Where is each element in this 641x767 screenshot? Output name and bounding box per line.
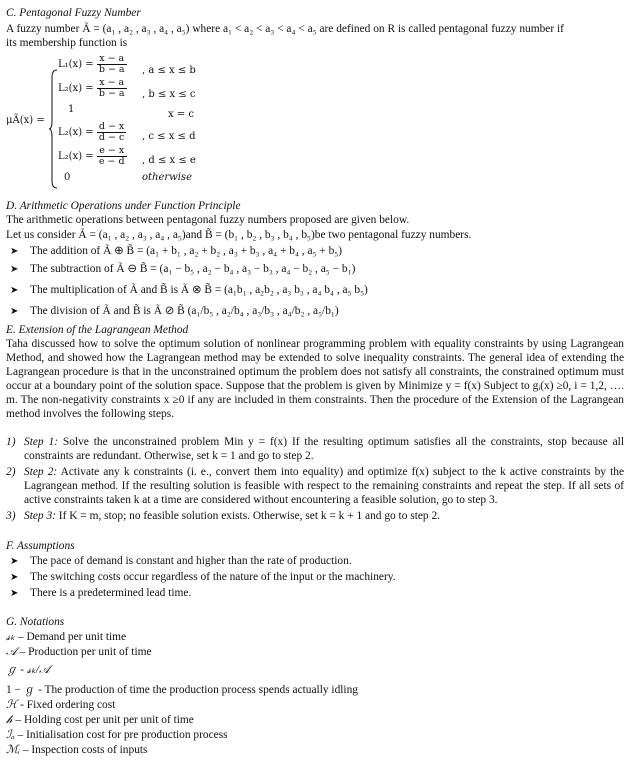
list-item-text: The multiplication of Ã and B̃ is Ã ⊗ B̃ = (a₁b₁ , a₂b₂ , a₃ b₃ , a₄ b₄ , a₅ b₅) [30, 284, 368, 296]
case-lhs: L₂(x) = [58, 127, 94, 138]
step-item [6, 509, 624, 523]
arrowhead-bullet-icon: ➤ [10, 246, 19, 257]
notation-symbol: 𝓈ₖ [6, 631, 16, 643]
list-item-text: The pace of demand is constant and higher than the rate of production. [30, 555, 352, 567]
frac-den: d − c [98, 132, 125, 143]
list-item [6, 570, 396, 585]
case-row [58, 122, 126, 143]
step-label: Step 2: [24, 466, 58, 478]
step-item [6, 435, 624, 463]
notation-text: - Fixed ordering cost [17, 699, 116, 711]
notation-symbol: ℋ [6, 699, 18, 711]
section-c-heading: C. Pentagonal Fuzzy Number [6, 7, 141, 19]
list-item-text: The addition of Ã ⊕ B̃ = (a₁ + b₁ , a₂ + b₂ , a₃ + b₃ , a₄ + b₄ , a₅ + b₅) [30, 245, 343, 257]
frac-den: b − a [98, 64, 125, 75]
section-e-paragraph: Taha discussed how to solve the optimum solution of nonlinear programming problem with equality constraints by using Lagrangean Method, and showed how the Lagrangean method may be extended to solve inequality constraints. The general idea of extending the Lagrangean procedure is that in the unconstrained optimum the problem does not satisfy all constraints, the constrained optimum must occur at a boundary point of the solution space. Suppose that the problem is given by Minimize y = f(x) Subject to gᵢ(x) ≥0, i = 1,2, …. m. The non-negativity constraints x ≥0 if any are included in them constraints. Then the procedure of the Extension of the Lagrangean method involves the following steps. [6, 338, 624, 420]
step-number: 1) [6, 436, 16, 448]
section-g-heading: G. Notations [6, 616, 65, 628]
frac-den: e − d [98, 156, 125, 167]
arrowhead-bullet-icon: ➤ [10, 572, 19, 583]
case-condition: , b ≤ x ≤ c [142, 89, 196, 100]
notation-symbol: ℊ [6, 664, 18, 676]
notation-symbol: 1 − ℊ [6, 684, 36, 696]
list-item [6, 283, 368, 298]
frac-num: x − a [97, 78, 127, 89]
section-d-heading: D. Arithmetic Operations under Function Principle [6, 200, 241, 212]
arrowhead-bullet-icon: ➤ [10, 588, 19, 599]
notation-symbol: ℐₐ [6, 729, 15, 741]
section-c-para1: A fuzzy number Ã = (a₁ , a₂ , a₃ , a₄ , a₅) where a₁ < a₂ < a₃ < a₄ < a₅ are defined on R is called pentagonal fuzzy number if [6, 23, 564, 35]
arrowhead-bullet-icon: ➤ [10, 285, 19, 296]
case-condition: , a ≤ x ≤ b [142, 65, 196, 76]
step-number: 3) [6, 510, 16, 522]
frac-num: e − x [97, 146, 127, 157]
list-item-text: The switching costs occur regardless of the nature of the input or the machinery. [30, 571, 396, 583]
list-item [6, 304, 339, 319]
notation-text: - The production of time the production process spends actually idling [35, 684, 358, 696]
notation-item [6, 630, 126, 644]
notation-text: – Holding cost per unit per unit of time [12, 714, 194, 726]
case-lhs: L₂(x) = [58, 83, 94, 94]
notation-symbol: ℳᵢ [6, 744, 20, 756]
list-item [6, 244, 342, 259]
step-label: Step 1: [24, 436, 58, 448]
case-fraction [97, 122, 126, 143]
arrowhead-bullet-icon: ➤ [10, 556, 19, 567]
case-condition: , c ≤ x ≤ d [142, 131, 196, 142]
arrowhead-bullet-icon: ➤ [10, 264, 19, 275]
case-condition: x = c [168, 109, 194, 120]
section-c-para2: its membership function is [6, 37, 128, 49]
membership-label: μÃ(x) = [6, 115, 45, 126]
notation-item [6, 663, 50, 677]
case-row [68, 103, 74, 117]
case-row [58, 78, 127, 99]
notation-text: – Initialisation cost for pre production process [14, 729, 228, 741]
list-item [6, 262, 355, 277]
section-d-letus: Let us consider Ã = (a₁ , a₂ , a₃ , a₄ , a₅)and B̃ = (b₁ , b₂ , b₃ , b₄ , b₅)be two pentagonal fuzzy numbers. [6, 229, 472, 241]
step-number: 2) [6, 466, 16, 478]
notation-item [6, 743, 147, 757]
step-text: Activate any k constraints (i. e., convert them into equality) and optimize f(x) subject to the k active constraints by the Lagrangean method. If the resulting solution is feasible with respect to the remaining constraints and repeat the step. If all sets of active constraints taken k at a time are considered without encountering a feasible solution, go to step 3. [24, 466, 624, 506]
list-item [6, 554, 352, 569]
list-item-text: There is a predetermined lead time. [30, 587, 192, 599]
notation-text: – Inspection costs of inputs [19, 744, 148, 756]
case-lhs: L₁(x) = [58, 59, 94, 70]
case-row [64, 171, 70, 185]
step-text: Solve the unconstrained problem Min y = f(x) If the resulting optimum satisfies all the constraints, stop because all constraints are redundant. Otherwise, set k = 1 and go to step 2. [24, 436, 624, 462]
section-d-intro: The arithmetic operations between pentagonal fuzzy numbers proposed are given below. [6, 214, 410, 226]
notation-text: – Production per unit of time [16, 646, 152, 658]
case-row [58, 54, 127, 75]
case-fraction [97, 54, 127, 75]
case-row [58, 146, 127, 167]
frac-den: b − a [98, 88, 125, 99]
notation-item [6, 698, 115, 712]
notation-symbol: 𝒜 [6, 646, 17, 658]
case-lhs: 1 [68, 104, 75, 115]
list-item-text: The subtraction of Ã ⊖ B̃ = (a₁ − b₅ , a₂ − b₄ , a₃ − b₃ , a₄ − b₂ , a₅ − b₁) [30, 263, 356, 275]
step-label: Step 3: [24, 510, 56, 522]
arrowhead-bullet-icon: ➤ [10, 306, 19, 317]
notation-text: – Demand per unit time [15, 631, 127, 643]
left-brace-icon [48, 69, 58, 189]
step-item [6, 465, 624, 507]
section-e-heading: E. Extension of the Lagrangean Method [6, 324, 189, 336]
frac-num: x − a [97, 54, 127, 65]
case-lhs: 0 [64, 172, 71, 183]
notation-item [6, 645, 152, 659]
section-f-heading: F. Assumptions [6, 540, 75, 552]
case-condition: , d ≤ x ≤ e [142, 155, 196, 166]
case-fraction [97, 146, 127, 167]
list-item-text: The division of Ã and B̃ is Ã ⊘ B̃ (a₁/b₅ , a₂/b₄ , a₃/b₃ , a₄/b₂ , a₅/b₁) [30, 305, 339, 317]
frac-num: d − x [98, 121, 125, 132]
notation-text: - 𝓈ₖ/𝒜 [17, 664, 50, 676]
case-lhs: L₂(x) = [58, 151, 94, 162]
case-condition: otherwise [142, 172, 192, 183]
notation-item [6, 728, 228, 742]
notation-symbol: 𝒽 [6, 714, 13, 726]
notation-item [6, 683, 358, 697]
notation-item [6, 713, 194, 727]
case-fraction [97, 78, 127, 99]
step-text: If K = m, stop; no feasible solution exists. Otherwise, set k = k + 1 and go to step 2. [55, 510, 440, 522]
list-item [6, 586, 191, 601]
